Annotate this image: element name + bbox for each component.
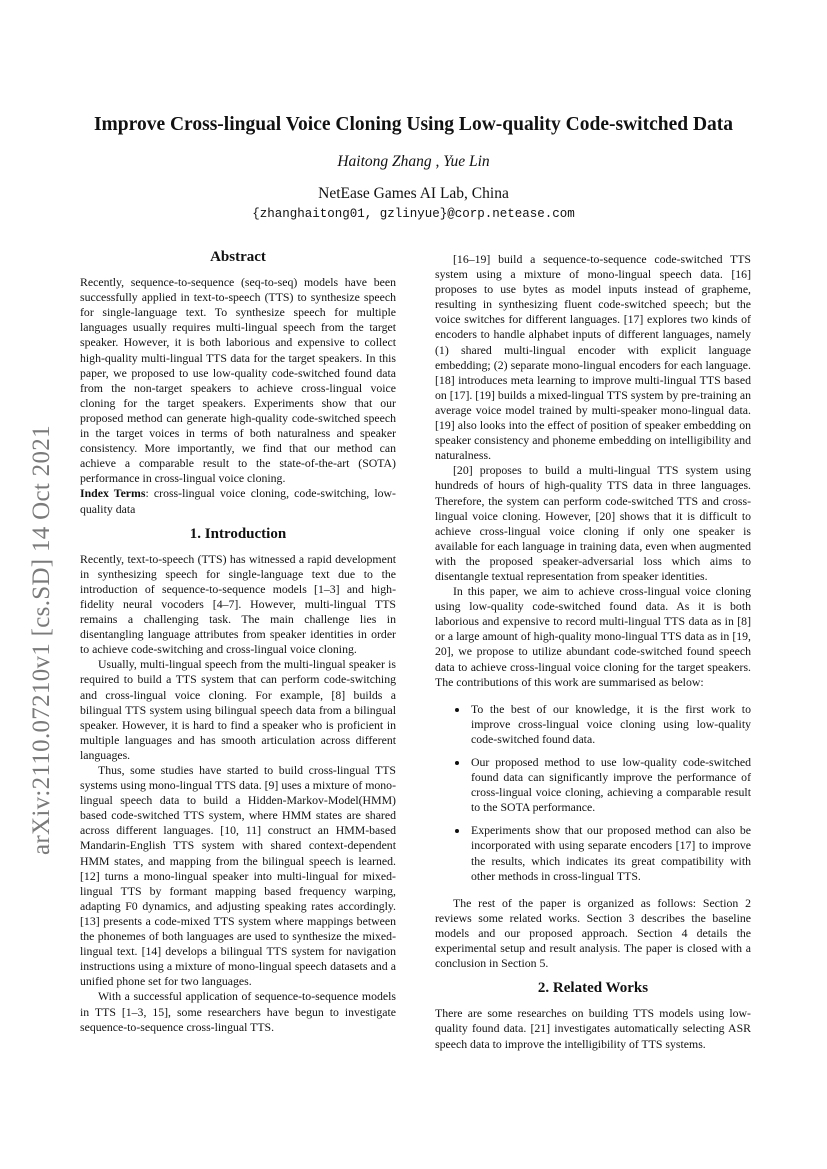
paper-authors: Haitong Zhang , Yue Lin <box>337 153 490 170</box>
contributions-list <box>435 702 751 884</box>
organization-paragraph: The rest of the paper is organized as follows: Section 2 reviews some related works. Section 3 describes the baseline models and our proposed approach. Section 4 details the experimental setup and result analysis. The paper is closed with a conclusion in Section 5. <box>435 895 751 971</box>
contribution-item: • Experiments show that our proposed method can also be incorporated with using separate encoders [17] to improve the results, which indicates its great compatibility with other methods in cross-lingual TTS. <box>469 823 751 883</box>
related-works-text: There are some researches on building TTS models using low-quality found data. [21] investigates automatically selecting ASR speech data to improve the intelligibility of TTS systems. <box>435 1006 751 1051</box>
paper-email: {zhanghaitong01, gzlinyue}@corp.netease.com <box>252 207 575 221</box>
index-terms-label: Index Terms <box>80 486 146 501</box>
paper-affiliation: NetEase Games AI Lab, China <box>318 185 509 202</box>
intro-paragraph: Recently, text-to-speech (TTS) has witnessed a rapid development in synthesizing speech for single-language text due to the introduction of sequence-to-sequence models [1–3] and high-fidelity neural vocoders [4–7]. However, multi-lingual TTS remains a challenging task. The main challenge lies in disentangling language attributes from speaker identities in order to achieve code-switching and cross-lingual voice cloning. <box>80 551 396 657</box>
introduction-heading: 1. Introduction <box>189 525 287 542</box>
contribution-item: • Our proposed method to use low-quality code-switched found data can significantly improve the performance of cross-lingual voice cloning, achieving a comparable result to the SOTA performance. <box>469 755 751 815</box>
contribution-item: • To the best of our knowledge, it is the first work to improve cross-lingual voice cloning using low-quality code-switched found data. <box>469 702 751 747</box>
related-works-heading: 2. Related Works <box>537 980 649 997</box>
index-terms-text: : cross-lingual voice cloning, code-switching, low-quality data <box>80 486 396 516</box>
intro-paragraph: Usually, multi-lingual speech from the multi-lingual speaker is required to build a TTS system that can perform code-switching and cross-lingual voice cloning. For example, [8] builds a bilingual TTS system using bilingual speech data from a bilingual speaker. However, it is hard to find a speaker who is proficient in multiple languages and has smooth articulation across different languages. <box>80 657 396 762</box>
arxiv-identifier: arXiv:2110.07210v1 [cs.SD] 14 Oct 2021 <box>28 425 55 855</box>
abstract-heading: Abstract <box>210 249 266 265</box>
body-paragraph: In this paper, we aim to achieve cross-lingual voice cloning using low-quality code-switched found data. As it is both laborious and expensive to record multi-lingual TTS data as in [8] or a large amount of high-quality mono-lingual TTS data as in [19, 20], we propose to utilize abundant code-switched found speech data to achieve cross-lingual voice cloning for the target speakers. The contributions of this work are summarised as below: <box>435 584 751 689</box>
body-paragraph: [16–19] build a sequence-to-sequence code-switched TTS system using a mixture of mono-lingual speech data. [16] proposes to use bytes as model inputs instead of grapheme, resulting in synthesizing fluent code-switched speech; but the voice switches for different languages. [17] explores two kinds of encoders to handle alphabet inputs of different languages, namely (1) shared multi-lingual encoder with explicit language embedding; (2) separate mono-lingual encoders for each language. [18] introduces meta learning to improve multi-lingual TTS based on [17]. [19] builds a mixed-lingual TTS system by pre-training an average voice model trained by multi-speaker mono-lingual data. [19] also looks into the effect of position of speaker embedding on speaker consistency and phoneme embedding on intelligibility and naturalness. <box>435 252 751 463</box>
left-column <box>80 250 396 1035</box>
right-column <box>435 252 751 1052</box>
paper-title: Improve Cross-lingual Voice Cloning Using Low-quality Code-switched Data <box>93 114 734 135</box>
abstract-text: Recently, sequence-to-sequence (seq-to-seq) models have been successfully applied in text-to-speech (TTS) to synthesize speech for single-language text. To synthesize speech for multiple languages usually requires multi-lingual speech from the target speaker. However, it is both laborious and expensive to collect high-quality multi-lingual TTS data for the target speakers. In this paper, we proposed to use low-quality code-switched found data from the non-target speakers to achieve cross-lingual voice cloning for the target speakers. Experiments show that our proposed method can generate high-quality code-switched speech in the target voices in terms of both naturalness and speaker consistency. More importantly, we find that our method can achieve a comparable result to the state-of-the-art (SOTA) performance in cross-lingual voice cloning. <box>80 275 396 486</box>
intro-paragraph: Thus, some studies have started to build cross-lingual TTS systems using mono-lingual TTS data. [9] uses a mixture of mono-lingual speech data to build a Hidden-Markov-Model(HMM) based code-switched TTS system, where HMM states are shared across different languages. [10, 11] construct an HMM-based Mandarin-English TTS system with shared context-dependent HMM states, and mapping from the bilingual speech is learned. [12] turns a mono-lingual speaker into multi-lingual for mixed-lingual TTS by formant mapping based frequency warping, adapting F0 dynamics, and adjusting speaking rates accordingly. [13] presents a code-mixed TTS system where mappings between the phonemes of both languages are used to synthesize the mixed-lingual text. [14] develops a bilingual TTS system for navigation instructions using a mixture of mono-lingual speech datasets and a unified phone set for two languages. <box>80 763 396 989</box>
intro-paragraph: With a successful application of sequence-to-sequence models in TTS [1–3, 15], some researchers have begun to investigate sequence-to-sequence cross-lingual TTS. <box>80 989 396 1034</box>
body-paragraph: [20] proposes to build a multi-lingual TTS system using hundreds of hours of high-quality TTS data in three languages. Therefore, the system can perform code-switched TTS and cross-lingual voice cloning. However, [20] shows that it is difficult to achieve cross-lingual voice cloning if only one speaker is available for each language in training data, even when augmented with the proposed speaker-adversarial loss which aims to disentangle textual representation from speaker identities. <box>435 463 751 583</box>
index-terms <box>80 486 396 516</box>
